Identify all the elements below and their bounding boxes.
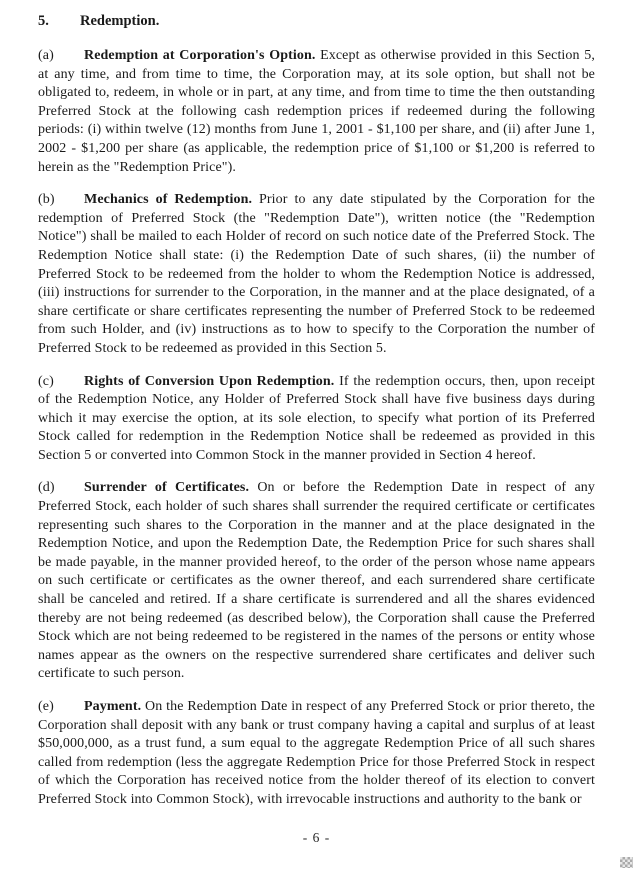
clause-a-body: Except as otherwise provided in this Section 5, at any time, and from time to time, the Corporation may, at its sole option, but shall not be obligated to, redeem, in whole or in part, at any time, and from time to time the then outstanding Preferred Stock at the following cash redemption prices if redeemed during the following periods: (i) within twelve (12) months from June 1, 2001 - $1,100 per share, and (ii) after June 1, 2002 - $1,200 per share (as applicable, the redemption price of $1,100 or $1,200 is referred to herein as the "Redemption Price"). <box>38 48 595 175</box>
clause-a-title: Redemption at Corporation's Option. <box>84 48 316 63</box>
clause-d <box>38 479 595 684</box>
clause-a <box>38 47 595 177</box>
clause-d-body: On or before the Redemption Date in respect of any Preferred Stock, each holder of such shares shall surrender the required certificate or certificates representing such shares to the Corporation in the manner and at the place designated in the Redemption Notice, and upon the Redemption Date, the Redemption Price for such shares shall be made payable, in the manner provided hereof, to the order of the person whose name appears on such certificate or certificates as the owner thereof, and each surrendered share certificate shall be canceled and retired. If a share certificate is surrendered and all the shares evidenced thereby are not being redeemed (as described below), the Corporation shall cause the Preferred Stock which are not being redeemed to be registered in the names of the persons or entity whose names appear as the owners on the respective surrendered share certificates and deliver such certificate to such person. <box>38 480 595 682</box>
clause-e <box>38 698 595 810</box>
page-number: - 6 - <box>302 830 331 845</box>
clause-b <box>38 191 595 358</box>
clause-e-title: Payment. <box>84 699 142 714</box>
clause-d-title: Surrender of Certificates. <box>84 480 250 496</box>
section-title: Redemption. <box>80 13 160 29</box>
clause-c-body: If the redemption occurs, then, upon receipt of the Redemption Notice, any Holder of Preferred Stock shall have five business days during which it may exercise the option, at its sole election, to specify what portion of its Preferred Stock called for redemption in the Redemption Notice shall be redeemed as provided in this Section 5 or converted into Common Stock in the manner provided in Section 4 hereof. <box>38 373 596 463</box>
clause-d-label: (d) <box>38 480 55 496</box>
clause-e-body: On the Redemption Date in respect of any Preferred Stock or prior thereto, the Corporation shall deposit with any bank or trust company having a capital and surplus of at least $50,000,000, as a trust fund, a sum equal to the aggregate Redemption Price of all such shares called from redemption (less the aggregate Redemption Price for those Preferred Stock in respect of which the Corporation has received notice from the holder thereof of its election to convert Preferred Stock into Common Stock), with irrevocable instructions and authority to the bank or <box>38 699 595 807</box>
clause-a-label: (a) <box>38 48 54 63</box>
clause-c-label: (c) <box>38 373 54 389</box>
clause-c <box>38 373 595 466</box>
clause-c-title: Rights of Conversion Upon Redemption. <box>84 373 335 389</box>
clause-b-title: Mechanics of Redemption. <box>84 192 253 208</box>
section-number: 5. <box>38 13 49 29</box>
document-body <box>38 12 595 824</box>
clause-b-body: Prior to any date stipulated by the Corporation for the redemption of Preferred Stock (the "Redemption Date"), written notice (the "Redemption Notice") shall be mailed to each Holder of record on such notice date of the Preferred Stock. The Redemption Notice shall state: (i) the Redemption Date of such shares, (ii) the number of Preferred Stock to be redeemed from the holder to whom the Redemption Notice is addressed, (iii) instructions for surrender to the Corporation, in the manner and at the place designated, of a share certificate or share certificates representing the number of Preferred Stock to be redeemed from such Holder, and (iv) instructions as to how to specify to the Corporation the number of Preferred Stock to be redeemed as provided in this Section 5. <box>38 192 595 356</box>
clause-e-label: (e) <box>38 699 54 714</box>
scan-noise-artifact <box>620 857 633 868</box>
section-heading <box>38 12 595 31</box>
clause-b-label: (b) <box>38 192 55 208</box>
